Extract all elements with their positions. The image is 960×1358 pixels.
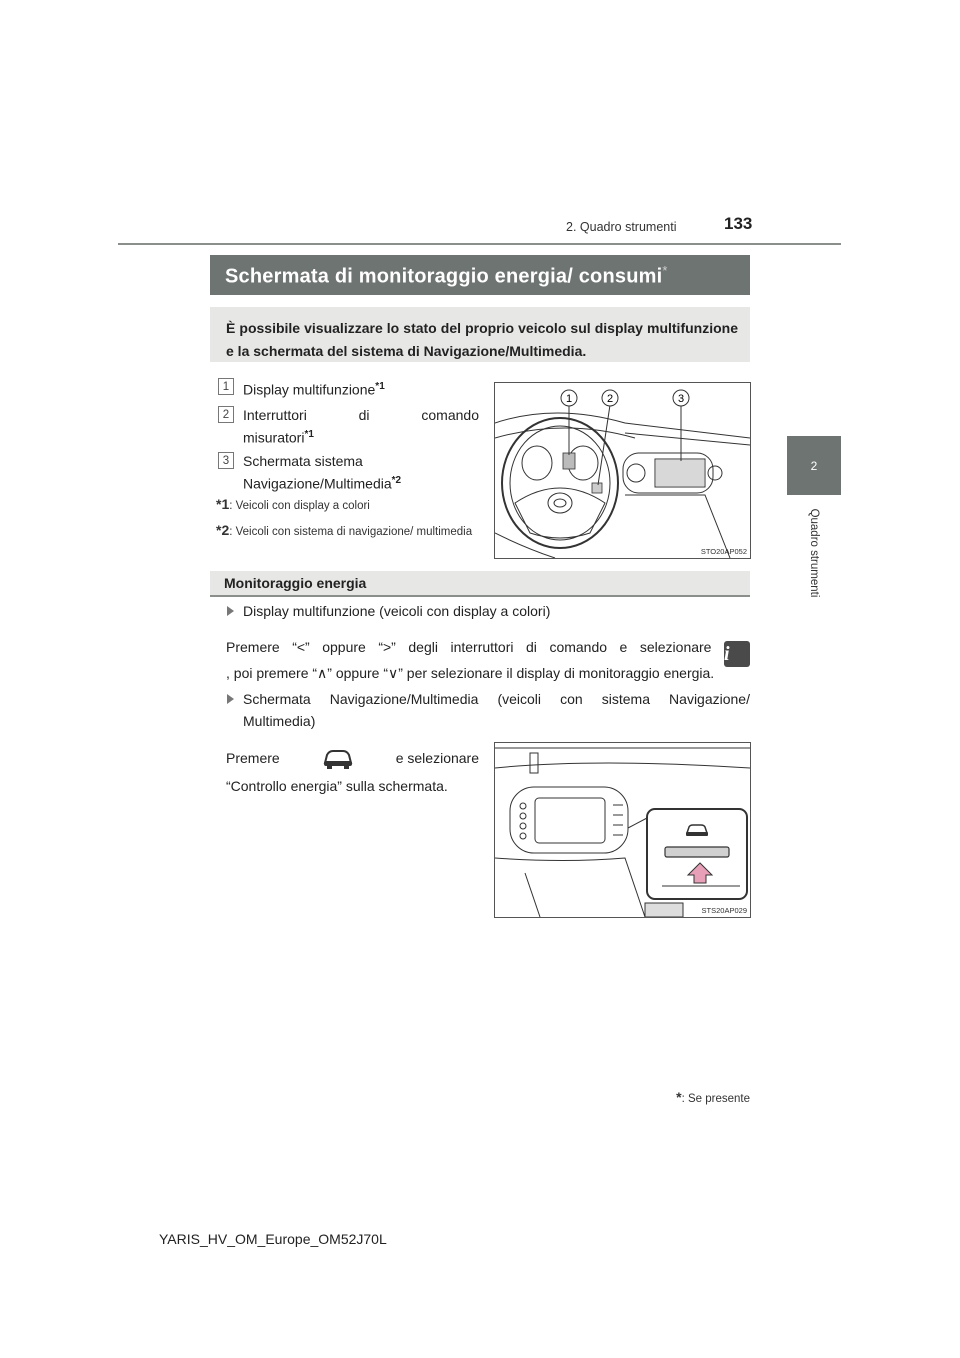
section-title: 2. Quadro strumenti: [566, 220, 677, 234]
callout-3: 3: [677, 393, 685, 405]
section-heading: Monitoraggio energia: [210, 571, 750, 597]
car-icon: [321, 745, 355, 771]
figure-code: STS20AP029: [701, 906, 747, 915]
page-number: 133: [724, 214, 753, 233]
bullet-text: Display multifunzione (veicoli con display a colori): [243, 603, 551, 619]
info-icon: i: [724, 641, 750, 667]
multimedia-illustration: [495, 743, 750, 917]
navigation-figure: [494, 742, 751, 918]
item-3-text: Schermata sistema Navigazione/Multimedia$^{*2}$: [243, 453, 402, 492]
callout-1: 1: [565, 393, 573, 405]
intro-box: [210, 307, 750, 362]
footnote-2: *2: Veicoli con sistema di navigazione/ multimedia: [216, 522, 473, 538]
footnote-1: *1: Veicoli con display a colori: [216, 496, 370, 512]
instruction-paragraph: Premere “<” oppure “>” degli interruttori di comando e selezionare i: [226, 635, 750, 667]
bullet-triangle-icon: [227, 694, 234, 704]
asterisk-mark: *: [662, 263, 668, 278]
availability-note: *: Se presente: [676, 1089, 750, 1105]
item-1-text: Display multifunzione$^{*1}$: [243, 381, 385, 398]
bullet-triangle-icon: [227, 606, 234, 616]
instruction-paragraph-end: , poi premere “∧” oppure “∨” per selezionare il display di monitoraggio energia.: [226, 665, 715, 681]
dashboard-illustration: [495, 383, 750, 558]
callout-2: 2: [606, 393, 614, 405]
item-number: 3: [218, 452, 234, 469]
header-rule: [118, 243, 841, 245]
item-2-text: Interruttori di comando misuratori$^{*1}$: [243, 407, 479, 446]
item-number: 1: [218, 378, 234, 395]
intro-text: È possibile visualizzare lo stato del proprio veicolo sul display multifunzione e la schermata del sistema di Navigazione/Multimedia.: [226, 320, 738, 359]
chapter-label: Quadro strumenti: [808, 508, 820, 598]
dashboard-figure: [494, 382, 751, 559]
figure-code: STO20AP052: [700, 547, 747, 556]
document-code: YARIS_HV_OM_Europe_OM52J70L: [159, 1231, 387, 1247]
instruction-paragraph-2: Premere e selezionare “Controllo energia” sulla schermata.: [226, 745, 479, 799]
bullet-text: Schermata Navigazione/Multimedia (veicoli con sistema Navigazione/ Multimedia): [243, 691, 750, 729]
item-number: 2: [218, 406, 234, 423]
page-title: Schermata di monitoraggio energia/ consumi*: [210, 255, 750, 295]
chapter-tab: 2: [787, 436, 841, 495]
